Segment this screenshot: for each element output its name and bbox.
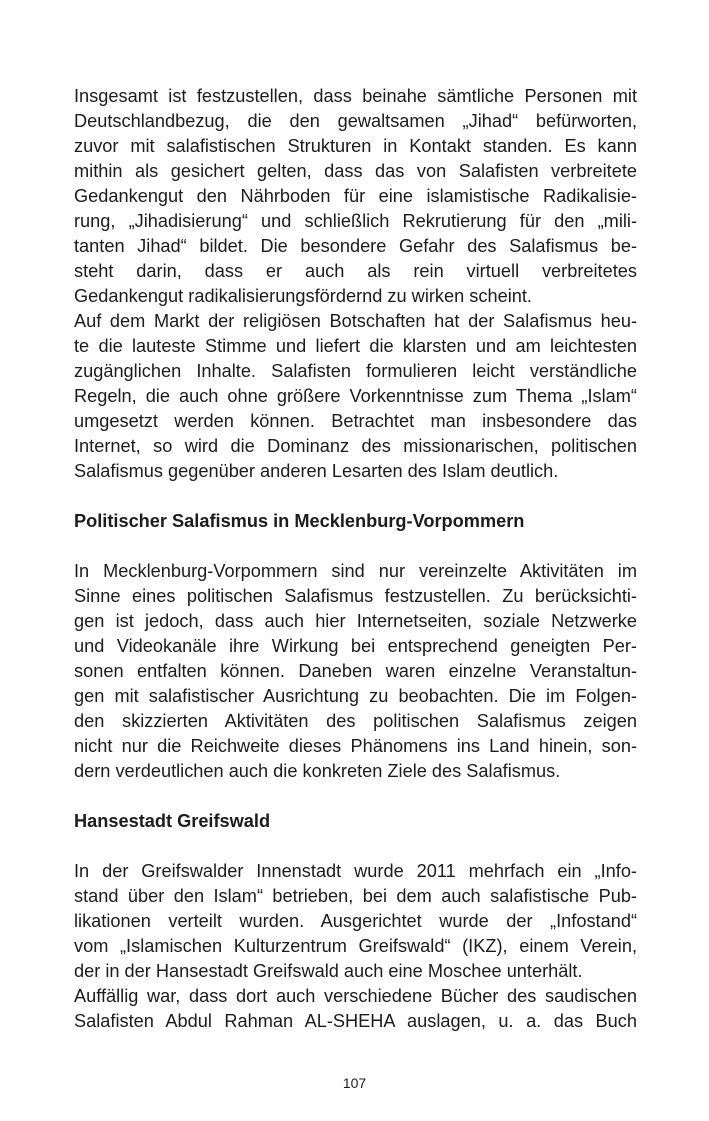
spacer (74, 834, 637, 859)
text-line: te die lauteste Stimme und liefert die klarsten und am leichtesten (74, 336, 637, 356)
text-line: Insgesamt ist festzustellen, dass beinahe sämtliche Personen mit (74, 86, 637, 106)
text-line: vom „Islamischen Kulturzentrum Greifswald“ (IKZ), einem Verein, (74, 936, 637, 956)
section-heading: Hansestadt Greifswald (74, 811, 271, 831)
text-line: Auffällig war, dass dort auch verschiedene Bücher des saudischen (74, 986, 637, 1006)
text-line: sonen entfalten können. Daneben waren einzelne Veranstaltun- (74, 661, 637, 681)
paragraph-market (74, 309, 637, 484)
page-body (74, 84, 637, 1034)
text-line: Internet, so wird die Dominanz des missionarischen, politischen (74, 436, 637, 456)
spacer (74, 784, 637, 809)
text-line: mithin als gesichert gelten, dass das von Salafisten verbreitete (74, 161, 637, 181)
text-line: gen ist jedoch, dass auch hier Internetseiten, soziale Netzwerke (74, 611, 637, 631)
text-line: gen mit salafistischer Ausrichtung zu beobachten. Die im Folgen- (74, 686, 637, 706)
spacer (74, 484, 637, 509)
text-line: Sinne eines politischen Salafismus festzustellen. Zu berücksichti- (74, 586, 637, 606)
text-line: Salafismus gegenüber anderen Lesarten des Islam deutlich. (74, 461, 559, 481)
text-line: Auf dem Markt der religiösen Botschaften hat der Salafismus heu- (74, 311, 637, 331)
text-line: nicht nur die Reichweite dieses Phänomens ins Land hinein, son- (74, 736, 637, 756)
paragraph-mv (74, 559, 637, 784)
text-line: Regeln, die auch ohne größere Vorkenntnisse zum Thema „Islam“ (74, 386, 637, 406)
text-line: Salafisten Abdul Rahman AL-SHEHA auslagen, u. a. das Buch (74, 1011, 637, 1031)
text-line: steht darin, dass er auch als rein virtuell verbreitetes (74, 261, 637, 281)
text-line: und Videokanäle ihre Wirkung bei entsprechend geneigten Per- (74, 636, 637, 656)
text-line: tanten Jihad“ bildet. Die besondere Gefahr des Salafismus be- (74, 236, 637, 256)
spacer (74, 534, 637, 559)
section-heading: Politischer Salafismus in Mecklenburg-Vorpommern (74, 511, 525, 531)
page-number: 107 (342, 1075, 367, 1091)
paragraph-greifswald (74, 859, 637, 984)
paragraph-books (74, 984, 637, 1034)
text-line: likationen verteilt wurden. Ausgerichtet wurde der „Infostand“ (74, 911, 637, 931)
text-line: der in der Hansestadt Greifswald auch eine Moschee unterhält. (74, 961, 583, 981)
text-line: Gedankengut den Nährboden für eine islamistische Radikalisie- (74, 186, 637, 206)
text-line: Gedankengut radikalisierungsfördernd zu wirken scheint. (74, 286, 532, 306)
paragraph-conclusion (74, 84, 637, 309)
text-line: den skizzierten Aktivitäten des politischen Salafismus zeigen (74, 711, 637, 731)
text-line: rung, „Jihadisierung“ und schließlich Rekrutierung für den „mili- (74, 211, 637, 231)
text-line: Deutschlandbezug, die den gewaltsamen „Jihad“ befürworten, (74, 111, 637, 131)
text-line: zugänglichen Inhalte. Salafisten formulieren leicht verständliche (74, 361, 637, 381)
text-line: stand über den Islam“ betrieben, bei dem auch salafistische Pub- (74, 886, 637, 906)
text-line: umgesetzt werden können. Betrachtet man insbesondere das (74, 411, 637, 431)
text-line: zuvor mit salafistischen Strukturen in Kontakt standen. Es kann (74, 136, 637, 156)
text-line: dern verdeutlichen auch die konkreten Ziele des Salafismus. (74, 761, 561, 781)
text-line: In der Greifswalder Innenstadt wurde 2011 mehrfach ein „Info- (74, 861, 637, 881)
text-line: In Mecklenburg-Vorpommern sind nur vereinzelte Aktivitäten im (74, 561, 637, 581)
